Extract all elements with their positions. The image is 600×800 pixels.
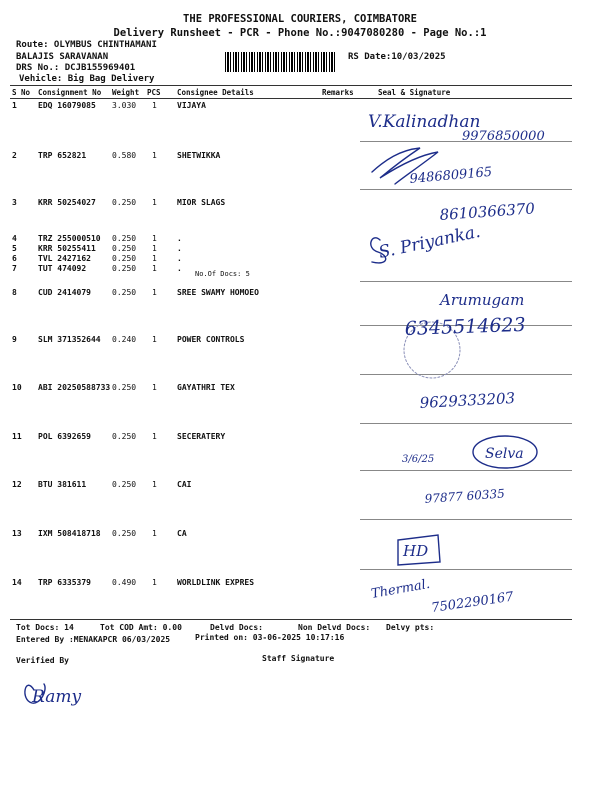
row-6-cn: TVL 2427162 [38,254,91,263]
sig-12-phone: 97877 60335 [424,486,506,506]
col-weight: Weight [112,88,140,97]
row-2-consignee: SHETWIKKA [177,151,221,160]
sig-3-phone: 8610366370 [439,199,536,224]
row-3-sno: 3 [12,198,17,207]
row-9-pcs: 1 [152,335,157,344]
row-1-sno: 1 [12,101,17,110]
row-14-wt: 0.490 [112,578,137,587]
sig-14-phone: 7502290167 [430,589,515,616]
row-10-sno: 10 [12,383,22,392]
row-12-pcs: 1 [152,480,157,489]
non-delvd-docs: Non Delvd Docs: [298,623,371,632]
row-14-consignee: WORLDLINK EXPRES [177,578,255,587]
row-2-wt: 0.580 [112,151,137,160]
route-label: Route: OLYMBUS CHINTHAMANI [16,40,157,50]
row-5-sno: 5 [12,244,17,253]
row-8-consignee: SREE SWAMY HOMOEO [177,288,259,297]
verified-signature: Ramy [32,687,82,707]
row-13-consignee: CA [177,529,187,538]
row-9-consignee: POWER CONTROLS [177,335,245,344]
row-7-consignee: . [177,264,182,273]
sig-2-phone: 9486809165 [409,164,493,187]
rs-date: RS Date:10/03/2025 [348,52,446,62]
col-pcs: PCS [147,88,161,97]
row-2-pcs: 1 [152,151,157,160]
row-1-cn: EDQ 16079085 [38,101,96,110]
sig-3-name: S. Priyanka. [376,221,483,263]
sig-13-name: HD [403,542,429,560]
runsheet-subtitle: Delivery Runsheet - PCR - Phone No.:9047080280 - Page No.:1 [113,27,487,39]
row-10-cn: ABI 20250588733 [38,383,111,392]
sig-1-name: V.Kalinadhan [368,112,481,132]
row-7-wt: 0.250 [112,264,137,273]
sig-10-phone: 9629333203 [419,389,516,412]
row-3-cn: KRR 50254027 [38,198,96,207]
row-9-cn: SLM 371352644 [38,335,101,344]
staff-signature: Staff Signature [262,654,335,663]
row-5-wt: 0.250 [112,244,137,253]
staff-name: BALAJIS SARAVANAN [16,52,109,62]
row-8-pcs: 1 [152,288,157,297]
row-9-wt: 0.240 [112,335,137,344]
row-3-pcs: 1 [152,198,157,207]
tot-cod: Tot COD Amt: 0.00 [100,623,182,632]
row-1-pcs: 1 [152,101,157,110]
row-11-pcs: 1 [152,432,157,441]
entered-by: Entered By :MENAKAPCR 06/03/2025 [16,635,171,644]
row-8-wt: 0.250 [112,288,137,297]
row-6-pcs: 1 [152,254,157,263]
row-13-wt: 0.250 [112,529,137,538]
row-5-consignee: . [177,244,182,253]
row-13-sno: 13 [12,529,22,538]
sig-14-name: Thermal. [370,576,432,602]
col-sno: S No [12,88,31,97]
row-12-consignee: CAI [177,480,192,489]
delvy-pts: Delvy pts: [386,623,435,632]
row-8-sno: 8 [12,288,17,297]
row-4-wt: 0.250 [112,234,137,243]
row-4-sno: 4 [12,234,17,243]
row-12-cn: BTU 381611 [38,480,87,489]
row-11-cn: POL 6392659 [38,432,91,441]
company-title: THE PROFESSIONAL COURIERS, COIMBATORE [183,13,417,25]
row-5-cn: KRR 50255411 [38,244,96,253]
row-14-pcs: 1 [152,578,157,587]
delvd-docs: Delvd Docs: [210,623,263,632]
row-4-pcs: 1 [152,234,157,243]
row-13-pcs: 1 [152,529,157,538]
row-10-wt: 0.250 [112,383,137,392]
row-6-consignee: . [177,254,182,263]
verified-by: Verified By [16,656,69,665]
row-11-consignee: SECERATERY [177,432,226,441]
col-consignment: Consignment No [38,88,102,97]
row-7-cn: TUT 474092 [38,264,87,273]
row-14-sno: 14 [12,578,22,587]
row-10-pcs: 1 [152,383,157,392]
row-7-sno: 7 [12,264,17,273]
row-2-sno: 2 [12,151,17,160]
row-9-sno: 9 [12,335,17,344]
row-14-cn: TRP 6335379 [38,578,91,587]
row-13-cn: IXM 508418718 [38,529,101,538]
drs-number: DRS No.: DCJB155969401 [16,63,136,73]
sig-1-phone: 9976850000 [462,129,545,144]
row-5-pcs: 1 [152,244,157,253]
row-6-sno: 6 [12,254,17,263]
printed-on: Printed on: 03-06-2025 10:17:16 [195,633,345,642]
sig-9-phone: 6345514623 [404,313,526,340]
tot-docs: Tot Docs: 14 [16,623,74,632]
col-remarks: Remarks [322,88,354,97]
col-consignee: Consignee Details [177,88,254,97]
row-1-consignee: VIJAYA [177,101,206,110]
row-6-wt: 0.250 [112,254,137,263]
row-4-cn: TRZ 255000510 [38,234,101,243]
row-11-wt: 0.250 [112,432,137,441]
col-seal-signature: Seal & Signature [378,88,451,97]
row-10-consignee: GAYATHRI TEX [177,383,235,392]
sig-8-name: Arumugam [440,291,525,309]
row-11-sno: 11 [12,432,22,441]
row-12-sno: 12 [12,480,22,489]
row-8-cn: CUD 2414079 [38,288,91,297]
row-7-pcs: 1 [152,264,157,273]
row-2-cn: TRP 652821 [38,151,87,160]
row-1-wt: 3.030 [112,101,137,110]
row-3-consignee: MIOR SLAGS [177,198,226,207]
sig-11-date: 3/6/25 [402,454,435,465]
sig-11-name: Selva [485,446,524,462]
no-of-docs: No.Of Docs: 5 [195,270,250,278]
vehicle-label: Vehicle: Big Bag Delivery [19,74,155,84]
row-3-wt: 0.250 [112,198,137,207]
row-12-wt: 0.250 [112,480,137,489]
row-4-consignee: . [177,234,182,243]
